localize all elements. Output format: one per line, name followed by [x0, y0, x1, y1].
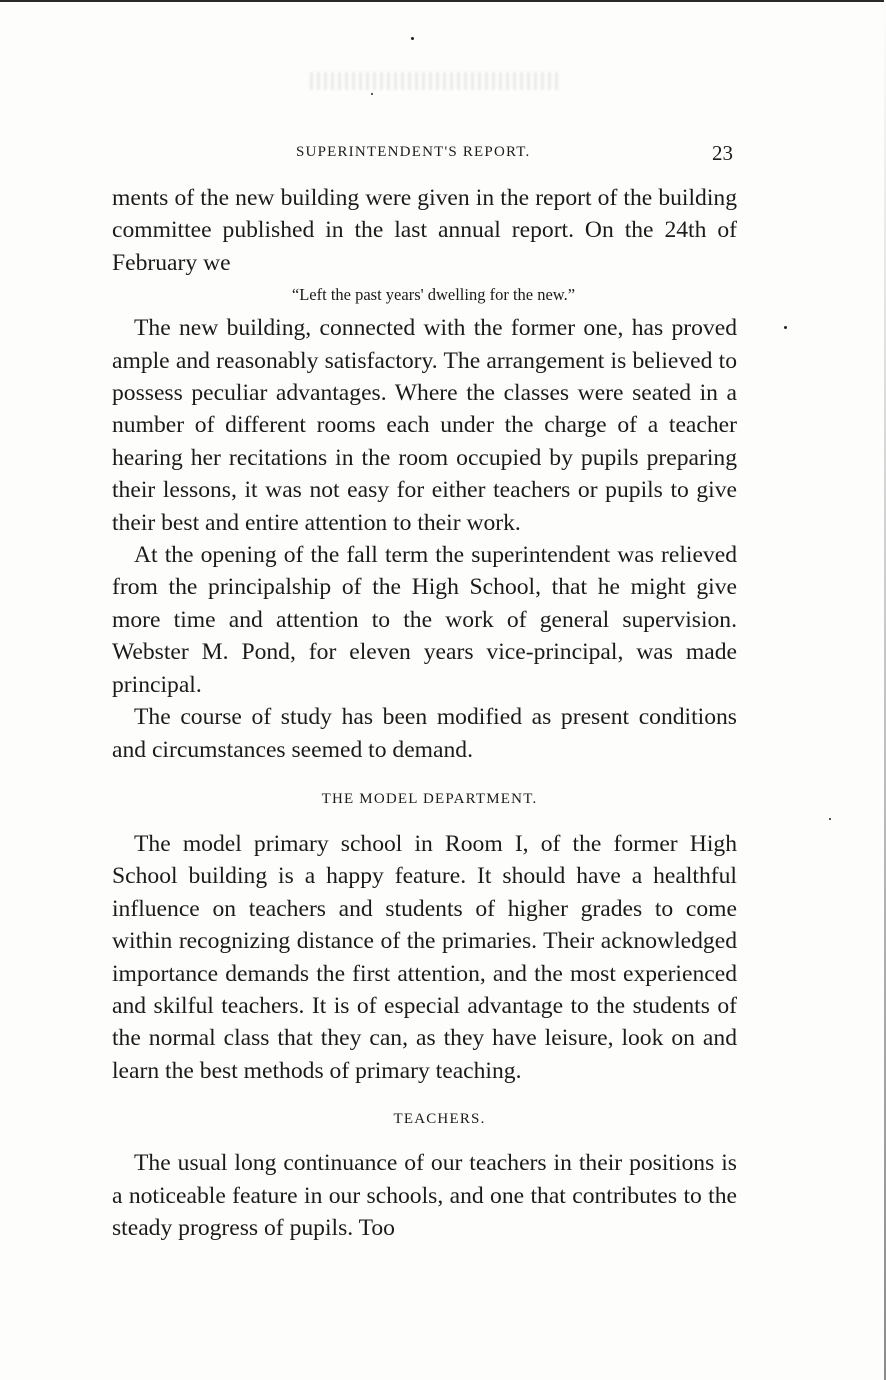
ink-speck [411, 37, 414, 40]
running-head [0, 141, 886, 165]
body-text [112, 182, 737, 1244]
ink-speck [784, 326, 787, 329]
paragraph-teachers: The usual long continuance of our teachers in their positions is a noticeable feature in our schools, and one that contributes to the steady progress of pupils. Too [112, 1150, 737, 1241]
paragraph-fall-term: At the opening of the fall term the superintendent was relieved from the principalship of the High School, that he might give more time and attention to the work of general supervision. Webster M. Pond, for eleven years vice-principal, was made principal. [112, 542, 737, 698]
page-top-edge [0, 0, 886, 2]
running-head-title: SUPERINTENDENT'S REPORT. [296, 144, 531, 160]
paragraph-model-school: The model primary school in Room I, of the former High School building is a happy feature. It should have a healthful influence on teachers and students of higher grades to come within recognizing distance of the primaries. Their acknowledged importance demands the first attention, and the most experienced and skilful teachers. It is of especial advantage to the students of the normal class that they can, as they have leisure, look on and learn the best methods of primary teaching. [112, 830, 737, 1084]
section-heading-teachers: TEACHERS. [393, 1111, 486, 1128]
paragraph-course-of-study: The course of study has been modified as present conditions and circumstances seemed to demand. [112, 704, 737, 763]
page-number: 23 [712, 141, 733, 165]
paragraph-new-building: The new building, connected with the former one, has proved ample and reasonably satisfactory. The arrangement is believed to possess peculiar advantages. Where the classes were seated in a number of different rooms each under the charge of a teacher hearing her recitations in the room occupied by pupils preparing their lessons, it was not easy for either teachers or pupils to give their best and entire attention to their work. [112, 315, 737, 536]
show-through-smudge [310, 72, 560, 90]
ink-speck [829, 818, 831, 820]
paragraph-building-details: ments of the new building were given in the report of the building committee published in the last annual report. On the 24th of February we [112, 185, 737, 276]
ink-speck [371, 93, 373, 95]
section-heading-model-department: THE MODEL DEPARTMENT. [321, 790, 538, 807]
quotation: “Left the past years' dwelling for the new.” [291, 285, 576, 305]
